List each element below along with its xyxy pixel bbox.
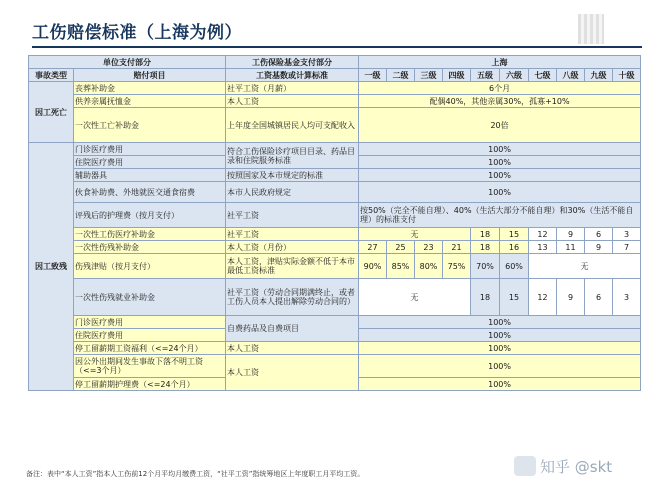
value-cell: 100% (359, 169, 641, 182)
value-cell: 16 (500, 241, 529, 254)
basis-cell: 社平工资 (226, 203, 359, 228)
basis-cell: 按照国家及本市规定的标准 (226, 169, 359, 182)
table-row (29, 279, 641, 316)
item-cell: 评残后的护理费（按月支付） (74, 203, 226, 228)
value-cell: 100% (359, 156, 641, 169)
value-cell: 21 (443, 241, 471, 254)
item-cell: 丧葬补助金 (74, 82, 226, 95)
level-10: 十级 (613, 69, 641, 82)
table-row (29, 169, 641, 182)
item-cell: 门诊医疗费用 (74, 143, 226, 156)
table-row (29, 228, 641, 241)
header-fund: 工伤保险基金支付部分 (226, 56, 359, 69)
basis-cell: 社平工资（月薪） (226, 82, 359, 95)
watermark-text: 知乎 @skt (540, 458, 613, 476)
level-5: 五级 (471, 69, 500, 82)
subheader-row (29, 69, 641, 82)
level-6: 六级 (500, 69, 529, 82)
subheader-category: 事故类型 (29, 69, 74, 82)
basis-cell: 社平工资 (226, 228, 359, 241)
item-cell: 住院医疗费用 (74, 156, 226, 169)
value-cell: 25 (387, 241, 415, 254)
page-title: 工伤赔偿标准（上海为例） (32, 23, 242, 43)
value-cell: 18 (471, 228, 500, 241)
value-cell: 6 (585, 228, 613, 241)
table-row (29, 108, 641, 143)
value-cell: 100% (359, 378, 641, 391)
item-cell: 供养亲属抚恤金 (74, 95, 226, 108)
value-cell: 70% (471, 254, 500, 279)
value-cell: 100% (359, 329, 641, 342)
group-death: 因工死亡 (29, 82, 74, 143)
table-row (29, 355, 641, 378)
item-cell: 停工留薪期工资福利（<=24个月） (74, 342, 226, 355)
level-7: 七级 (529, 69, 557, 82)
footnote: 备注：表中“本人工资”指本人工伤前12个月平均月缴费工资，“社平工资”指统筹地区上年度职工月平均工资。 (26, 470, 365, 478)
value-cell: 9 (557, 228, 585, 241)
item-cell: 伙食补助费、外地就医交通食宿费 (74, 182, 226, 203)
value-cell: 按50%（完全不能自理）、40%（生活大部分不能自理）和30%（生活不能自理）的标准支付 (359, 203, 641, 228)
table-row (29, 241, 641, 254)
value-cell: 100% (359, 143, 641, 156)
value-cell: 100% (359, 355, 641, 378)
item-cell: 伤残津贴（按月支付） (74, 254, 226, 279)
value-cell: 6 (585, 279, 613, 316)
item-cell: 一次性工亡补助金 (74, 108, 226, 143)
level-4: 四级 (443, 69, 471, 82)
value-cell: 15 (500, 279, 529, 316)
level-1: 一级 (359, 69, 387, 82)
basis-cell: 社平工资（劳动合同期满终止，或者工伤人员本人提出解除劳动合同的） (226, 279, 359, 316)
subheader-basis: 工资基数或计算标准 (226, 69, 359, 82)
basis-cell: 本市人民政府规定 (226, 182, 359, 203)
level-2: 二级 (387, 69, 415, 82)
value-cell: 80% (415, 254, 443, 279)
table-row (29, 254, 641, 279)
value-cell: 100% (359, 316, 641, 329)
header-shanghai: 上海 (359, 56, 641, 69)
table-row (29, 342, 641, 355)
value-cell: 配偶40%，其他亲属30%，孤寡+10% (359, 95, 641, 108)
group-disability: 因工致残 (29, 143, 74, 391)
basis-cell: 上年度全国城镇居民人均可支配收入 (226, 108, 359, 143)
basis-cell: 本人工资（月份） (226, 241, 359, 254)
item-cell: 一次性工伤医疗补助金 (74, 228, 226, 241)
level-9: 九级 (585, 69, 613, 82)
level-3: 三级 (415, 69, 443, 82)
value-cell: 20倍 (359, 108, 641, 143)
value-cell: 13 (529, 241, 557, 254)
blurred-image-icon (578, 14, 604, 44)
subheader-item: 赔付项目 (74, 69, 226, 82)
value-cell: 60% (500, 254, 529, 279)
value-cell: 18 (471, 241, 500, 254)
value-cell: 7 (613, 241, 641, 254)
level-8: 八级 (557, 69, 585, 82)
value-cell: 无 (529, 254, 641, 279)
table-row (29, 95, 641, 108)
table-row (29, 82, 641, 95)
title-divider (32, 46, 642, 48)
value-cell: 9 (585, 241, 613, 254)
value-cell: 12 (529, 279, 557, 316)
value-cell: 90% (359, 254, 387, 279)
value-cell: 6个月 (359, 82, 641, 95)
value-cell: 11 (557, 241, 585, 254)
value-cell: 18 (471, 279, 500, 316)
value-cell: 9 (557, 279, 585, 316)
table-row (29, 203, 641, 228)
value-cell: 100% (359, 342, 641, 355)
value-cell: 12 (529, 228, 557, 241)
value-cell: 85% (387, 254, 415, 279)
basis-cell: 本人工资 (226, 95, 359, 108)
compensation-table (28, 55, 641, 391)
basis-cell: 自费药品及自费项目 (226, 316, 359, 342)
value-cell: 3 (613, 228, 641, 241)
table-row (29, 316, 641, 329)
value-cell: 75% (443, 254, 471, 279)
watermark (540, 456, 612, 477)
item-cell: 门诊医疗费用 (74, 316, 226, 329)
value-cell: 无 (359, 279, 471, 316)
basis-cell: 本人工资 (226, 342, 359, 355)
item-cell: 停工留薪期护理费（<=24个月） (74, 378, 226, 391)
item-cell: 住院医疗费用 (74, 329, 226, 342)
value-cell: 15 (500, 228, 529, 241)
item-cell: 因公外出期间发生事故下落不明工资（<=3个月） (74, 355, 226, 378)
value-cell: 23 (415, 241, 443, 254)
basis-cell: 本人工资 (226, 355, 359, 391)
item-cell: 辅助器具 (74, 169, 226, 182)
value-cell: 3 (613, 279, 641, 316)
table-row (29, 143, 641, 156)
item-cell: 一次性伤残补助金 (74, 241, 226, 254)
value-cell: 无 (359, 228, 471, 241)
item-cell: 一次性伤残就业补助金 (74, 279, 226, 316)
value-cell: 100% (359, 182, 641, 203)
zhihu-logo-icon (514, 456, 536, 476)
table-row (29, 182, 641, 203)
basis-cell: 符合工伤保险诊疗项目目录、药品目录和住院服务标准 (226, 143, 359, 169)
header-employer: 单位支付部分 (29, 56, 226, 69)
value-cell: 27 (359, 241, 387, 254)
header-row (29, 56, 641, 69)
basis-cell: 本人工资，津贴实际金额不低于本市最低工资标准 (226, 254, 359, 279)
